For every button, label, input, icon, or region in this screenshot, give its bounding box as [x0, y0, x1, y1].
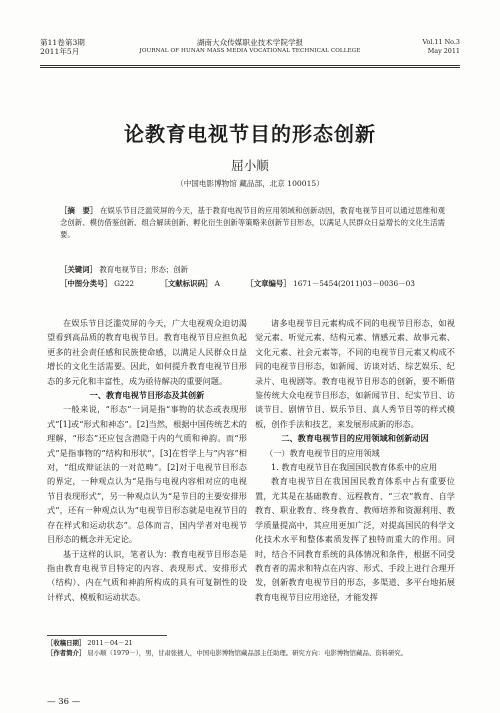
author-bio: 屈小顺（1979－），男，甘肃张掖人，中国电影博物馆藏品部主任助理。研究方向：电影博物馆藏品、资料研究。	[87, 648, 408, 657]
header-rule-thin	[40, 67, 460, 68]
clc-label: ［中图分类号］	[60, 279, 112, 288]
classification-line	[60, 278, 445, 289]
section-heading: 一、教育电视节目形态及其创新	[89, 390, 205, 401]
author-bio-label: ［作者简介］	[47, 648, 86, 657]
article-id-label: ［文章编号］	[246, 279, 291, 288]
paragraph: 在娱乐节目泛滥荧屏的今天，广大电视观众迫切渴望看到高品质的教育电视节目。教育电视节目应担负起更多的社会责任感和民族使命感，以满足人民群众日益增长的文化生活需要。因此，如何提升教育电视节目形态的多元化和丰富性，成为亟待解决的重要问题。	[47, 318, 247, 386]
received-label: ［收稿日期］	[47, 639, 86, 647]
header-issue-en	[422, 38, 460, 56]
doc-code-label: ［文献标识码］	[160, 279, 213, 288]
keywords-text: 教育电视节目；形态；创新	[99, 265, 189, 274]
doc-code: A	[214, 279, 220, 288]
abstract-label: ［摘 要］	[60, 206, 98, 215]
article-id: 1671－5454(2011)03－0036－03	[293, 279, 415, 288]
header-rule	[40, 65, 460, 66]
keywords	[60, 264, 445, 275]
running-header	[40, 38, 460, 64]
paragraph: 一般来说，“形态”一词是指“事物的状态或表现形式”[1]或“形式和神态”。[2]当然，根据中国传统艺术的理解，“形态”还应包含潜隐于内的气质和神韵。而“形式”是指事物的“结构和形状”，[3]在哲学上与“内容”相对，“组成辩证法的一对范畴”。[2]对于电视节目形态的界定，一种观点认为“是指与电视内容相对应的电视节目表现形式”，另一种观点认为“是节目的主要安排形式”，还有一种观点认为“电视节目形态就是电视节目的存在样式和运动状态”。总体而言，国内学者对电视节目形态的概念并无定论。	[47, 404, 247, 545]
abstract-text: 在娱乐节目泛滥荧屏的今天，基于教育电视节目的应用领域和创新动因，教育电视节目可以通过思维和观念创新、模仿借鉴创新、组合解读创新、孵化衍生创新等策略来创新节目形态，以满足人民群众日益增长的文化生活需要。	[60, 206, 445, 239]
footnote	[47, 639, 452, 658]
page-number: — 36 —	[47, 697, 81, 707]
issue-date-en: May 2011	[427, 47, 460, 55]
abstract	[60, 205, 445, 241]
section-heading: 二、教育电视节目的应用领域和创新动因	[281, 433, 429, 444]
journal-name-zh: 湖南大众传媒职业技术学院学报	[196, 38, 304, 47]
journal-name-en: JOURNAL OF HUNAN MASS MEDIA VOCATIONAL TECHNICAL COLLEGE	[139, 48, 361, 54]
volume-issue: 第11卷第3期	[40, 38, 85, 47]
keywords-label: ［关键词］	[60, 265, 97, 274]
paragraph: 教育电视节目在我国国民教育体系中占有重要位置，尤其是在基础教育、远程教育、“三农”教育、自学教育、职业教育、终身教育、教师培养和资源利用、教学质量提高中，其应用更加广泛，对提高国民的科学文化技术水平和整体素质发挥了独特而重大的作用。同时，结合不同教育系统的具体情况和条件，根据不同受教育者的需求和特点在内容、形式、手段上进行合理开发，创新教育电视节目的形态，多渠道、多平台地拓展教育电视节目应用途径，才能发挥	[255, 476, 455, 602]
footnote-rule	[47, 635, 167, 636]
clc-number: G222	[114, 279, 135, 288]
body-column-left	[47, 316, 247, 604]
article-title: 论教育电视节目的形态创新	[124, 122, 376, 146]
body-column-right	[255, 316, 455, 604]
volume-issue-en: Vol.11 No.3	[422, 38, 460, 46]
subsubsection-heading: 1. 教育电视节目在我国国民教育体系中的应用	[271, 462, 437, 473]
paragraph: 诸多电视节目元素构成不同的电视节目形态，如视觉元素、听觉元素、结构元素、情感元素、故事元素、文化元素、社会元素等，不同的电视节目元素又构成不同的电视节目形态，如新闻、访谈对话、综艺娱乐、纪录片、电视剧等。教育电视节目形态的创新，要不断借鉴传统大众电视节目形态，如新闻节目、纪实节目、访谈节目、剧情节目、娱乐节目、真人秀节目等的样式模板，创作手法和技艺，来发展形成新的形态。	[255, 318, 455, 429]
issue-date: 2011年5月	[40, 47, 80, 56]
received-date: 2011－04－21	[87, 639, 133, 647]
article-author: 屈小顺	[231, 158, 269, 173]
journal-name	[40, 38, 460, 56]
author-affiliation: （中国电影博物馆 藏品部，北京 100015）	[176, 179, 324, 188]
subsection-heading: （一）教育电视节目的应用领域	[265, 447, 380, 458]
paragraph: 基于这样的认识，笔者认为：教育电视节目形态是指由教育电视节目特定的内容、表现形式、安排形式（结构）、内在气质和神韵所构成的具有可复制性的设计样式、模板和运动状态。	[47, 548, 247, 602]
